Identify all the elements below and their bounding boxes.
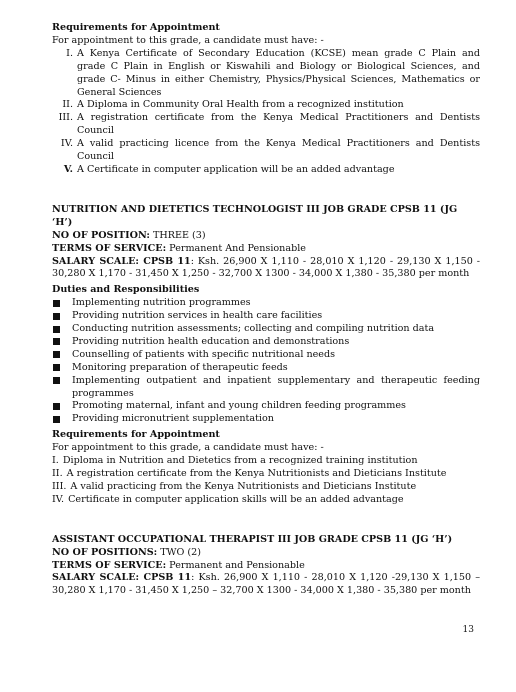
list-item: Providing nutrition services in health care facilities bbox=[52, 310, 480, 323]
list-item: I. Diploma in Nutrition and Dietetics from a recognized training institution bbox=[52, 455, 418, 467]
list-item: Implementing outpatient and inpatient supplementary and therapeutic feeding programmes bbox=[52, 375, 480, 401]
bullet-icon bbox=[53, 416, 60, 423]
requirements-heading: Requirements for Appointment bbox=[52, 22, 220, 33]
list-item: IV. Certificate in computer application skills will be an added advantage bbox=[52, 493, 404, 505]
bullet-icon bbox=[53, 364, 60, 371]
page-number: 13 bbox=[462, 625, 474, 635]
salary-line: SALARY SCALE: CPSB 11: Ksh. 26,900 X 1,110 - 28,010 X 1,120 -29,130 X 1,150 – 30,280 X 1,170 - 31,450 X 1,250 – 32,700 X 1300 - 34,000 X 1,380 - 35,380 per month bbox=[52, 572, 480, 597]
bullet-icon bbox=[53, 313, 60, 320]
list-item: Implementing nutrition programmes bbox=[52, 297, 480, 310]
requirements-list bbox=[52, 455, 480, 507]
positions-line: NO OF POSITION: THREE (3) bbox=[52, 229, 206, 241]
requirements-intro: For appointment to this grade, a candidate must have: - bbox=[52, 442, 324, 454]
list-item: II. A Diploma in Community Oral Health from a recognized institution bbox=[62, 99, 404, 111]
occupational-section bbox=[52, 534, 480, 599]
list-item: Conducting nutrition assessments; collecting and compiling nutrition data bbox=[52, 323, 480, 336]
list-item: III. A registration certificate from the Kenya Medical Practitioners and Dentists Council bbox=[58, 112, 480, 137]
requirements-list bbox=[56, 48, 480, 177]
list-item: Providing nutrition health education and demonstrations bbox=[52, 336, 480, 349]
terms-line: TERMS OF SERVICE: Permanent and Pensionable bbox=[52, 559, 305, 571]
salary-line: SALARY SCALE: CPSB 11: Ksh. 26,900 X 1,110 - 28,010 X 1,120 - 29,130 X 1,150 - 30,280 X 1,170 - 31,450 X 1,250 - 32,700 X 1300 - 34,000 X 1,380 - 35,380 per month bbox=[52, 255, 481, 280]
bullet-icon bbox=[53, 338, 60, 345]
duties-heading: Duties and Responsibilities bbox=[52, 284, 200, 296]
requirements-heading: Requirements for Appointment bbox=[52, 429, 220, 441]
terms-line: TERMS OF SERVICE: Permanent And Pensionable bbox=[52, 242, 306, 254]
bullet-icon bbox=[53, 326, 60, 333]
list-item: V. A Certificate in computer application will be an added advantage bbox=[63, 163, 395, 175]
list-item: Providing micronutrient supplementation bbox=[52, 413, 480, 426]
bullet-icon bbox=[53, 377, 60, 384]
bullet-icon bbox=[53, 351, 60, 358]
list-item: Monitoring preparation of therapeutic feeds bbox=[52, 362, 480, 375]
job-title: ASSISTANT OCCUPATIONAL THERAPIST III JOB GRADE CPSB 11 (JG ‘H’) bbox=[52, 533, 453, 545]
list-item: Promoting maternal, infant and young children feeding programmes bbox=[52, 400, 480, 413]
top-requirements-section bbox=[52, 22, 480, 177]
bullet-icon bbox=[53, 300, 60, 307]
document-page bbox=[52, 22, 480, 598]
list-item: IV. A valid practicing licence from the Kenya Medical Practitioners and Dentists Council bbox=[60, 138, 480, 163]
list-item: II. A registration certificate from the Kenya Nutritionists and Dieticians Institute bbox=[52, 468, 447, 479]
requirements-intro: For appointment to this grade, a candidate must have: - bbox=[52, 34, 324, 46]
list-item: III. A valid practicing from the Kenya Nutritionists and Dieticians Institute bbox=[52, 480, 417, 492]
nutrition-section bbox=[52, 204, 480, 507]
job-title: NUTRITION AND DIETETICS TECHNOLOGIST III JOB GRADE CPSB 11 (JG ‘H’) bbox=[52, 203, 458, 228]
duties-list bbox=[52, 297, 480, 426]
list-item: I. A Kenya Certificate of Secondary Education (KCSE) mean grade C Plain and grade C Plain in English or Kiswahili and Biology or Biological Sciences, and grade C- Minus in either Chemistry, Physics/Physical Sciences, Mathematics or General Sciences bbox=[66, 47, 480, 98]
positions-line: NO OF POSITIONS: TWO (2) bbox=[52, 546, 202, 558]
list-item: Counselling of patients with specific nutritional needs bbox=[52, 349, 480, 362]
bullet-icon bbox=[53, 403, 60, 410]
